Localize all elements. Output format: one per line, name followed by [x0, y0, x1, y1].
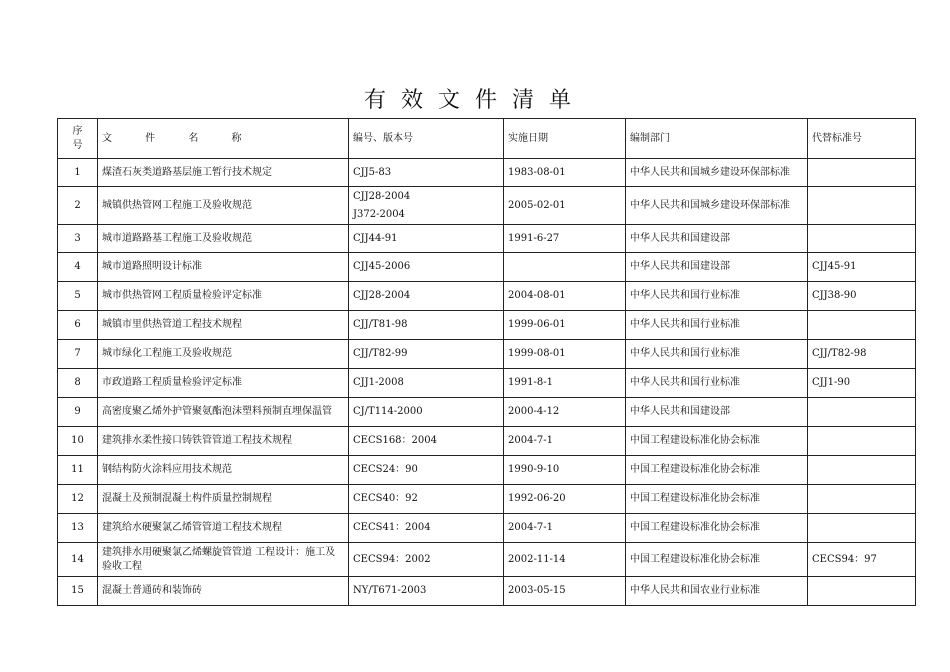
- row-code: CJJ/T81-98: [349, 311, 504, 340]
- row-seq: 14: [58, 543, 98, 577]
- row-name: 城市道路照明设计标准: [98, 253, 349, 282]
- row-replace: [808, 159, 916, 187]
- row-dept: 中华人民共和国城乡建设环保部标准: [626, 187, 808, 225]
- header-name: 文 件 名 称: [98, 119, 349, 159]
- table-row: [58, 577, 916, 606]
- row-date: 1983-08-01: [504, 159, 626, 187]
- row-date: 1991-6-27: [504, 225, 626, 253]
- row-code: [349, 187, 504, 225]
- row-seq: 11: [58, 456, 98, 485]
- header-seq-line-2: 号: [72, 139, 83, 151]
- row-name: 建筑给水硬聚氯乙烯管管道工程技术规程: [98, 514, 349, 543]
- table-row: [58, 225, 916, 253]
- row-date: 2004-7-1: [504, 514, 626, 543]
- row-code: CECS24：90: [349, 456, 504, 485]
- row-date: 1991-8-1: [504, 369, 626, 398]
- row-code: CJJ/T82-99: [349, 340, 504, 369]
- row-code-line-1: CJJ28-2004: [353, 190, 411, 202]
- row-dept: 中华人民共和国建设部: [626, 253, 808, 282]
- row-replace: [808, 514, 916, 543]
- row-name: 城市道路路基工程施工及验收规范: [98, 225, 349, 253]
- row-replace: CECS94：97: [808, 543, 916, 577]
- row-date: 2000-4-12: [504, 398, 626, 427]
- row-dept: 中华人民共和国城乡建设环保部标准: [626, 159, 808, 187]
- row-name: 城市供热管网工程质量检验评定标准: [98, 282, 349, 311]
- row-code: CECS168：2004: [349, 427, 504, 456]
- header-seq: [58, 119, 98, 159]
- row-seq: 1: [58, 159, 98, 187]
- table-row: [58, 187, 916, 225]
- row-replace: CJJ1-90: [808, 369, 916, 398]
- row-replace: [808, 187, 916, 225]
- row-date: 1999-06-01: [504, 311, 626, 340]
- row-replace: [808, 398, 916, 427]
- row-date: [504, 253, 626, 282]
- row-date: 1999-08-01: [504, 340, 626, 369]
- row-replace: [808, 577, 916, 606]
- row-replace: [808, 456, 916, 485]
- row-dept: 中华人民共和国建设部: [626, 225, 808, 253]
- table-row: [58, 514, 916, 543]
- row-code-line-2: J372-2004: [353, 208, 405, 220]
- row-dept: 中国工程建设标准化协会标准: [626, 427, 808, 456]
- table-row: [58, 311, 916, 340]
- row-name: 市政道路工程质量检验评定标准: [98, 369, 349, 398]
- table-row: [58, 253, 916, 282]
- header-date: 实施日期: [504, 119, 626, 159]
- row-date: 2005-02-01: [504, 187, 626, 225]
- row-seq: 8: [58, 369, 98, 398]
- row-replace: [808, 311, 916, 340]
- row-name: 城镇市里供热管道工程技术规程: [98, 311, 349, 340]
- row-date: 2004-7-1: [504, 427, 626, 456]
- row-code: CECS40：92: [349, 485, 504, 514]
- table-row: [58, 543, 916, 577]
- table-row: [58, 159, 916, 187]
- row-name: 混凝土普通砖和装饰砖: [98, 577, 349, 606]
- row-replace: CJJ/T82-98: [808, 340, 916, 369]
- table-row: [58, 485, 916, 514]
- row-date: 1990-9-10: [504, 456, 626, 485]
- header-row: [58, 119, 916, 159]
- row-code: CJ/T114-2000: [349, 398, 504, 427]
- row-date: 2004-08-01: [504, 282, 626, 311]
- row-dept: 中华人民共和国行业标准: [626, 311, 808, 340]
- row-seq: 9: [58, 398, 98, 427]
- row-seq: 12: [58, 485, 98, 514]
- row-replace: [808, 485, 916, 514]
- row-code: CJJ1-2008: [349, 369, 504, 398]
- row-dept: 中国工程建设标准化协会标准: [626, 456, 808, 485]
- row-date: 2002-11-14: [504, 543, 626, 577]
- row-replace: [808, 427, 916, 456]
- row-seq: 13: [58, 514, 98, 543]
- row-code: CJJ5-83: [349, 159, 504, 187]
- row-seq: 7: [58, 340, 98, 369]
- document-title: 有效文件清单: [363, 87, 586, 113]
- table-row: [58, 398, 916, 427]
- header-replace: 代替标准号: [808, 119, 916, 159]
- row-dept: 中国工程建设标准化协会标准: [626, 485, 808, 514]
- row-name: 煤渣石灰类道路基层施工暂行技术规定: [98, 159, 349, 187]
- row-dept: 中国工程建设标准化协会标准: [626, 514, 808, 543]
- table-row: [58, 340, 916, 369]
- header-code: 编号、版本号: [349, 119, 504, 159]
- row-seq: 15: [58, 577, 98, 606]
- row-name: 高密度聚乙烯外护管聚氨酯泡沫塑料预制直埋保温管: [98, 398, 349, 427]
- row-dept: 中华人民共和国农业行业标准: [626, 577, 808, 606]
- row-name: 城镇供热管网工程施工及验收规范: [98, 187, 349, 225]
- header-seq-line-1: 序: [72, 125, 83, 137]
- row-date: 2003-05-15: [504, 577, 626, 606]
- row-seq: 4: [58, 253, 98, 282]
- header-dept: 编制部门: [626, 119, 808, 159]
- row-code: CECS94：2002: [349, 543, 504, 577]
- row-date: 1992-06-20: [504, 485, 626, 514]
- row-name: 建筑排水用硬聚氯乙烯螺旋管管道 工程设计：施工及验收工程: [98, 543, 349, 577]
- row-seq: 10: [58, 427, 98, 456]
- table-row: [58, 427, 916, 456]
- row-replace: CJJ38-90: [808, 282, 916, 311]
- row-dept: 中华人民共和国行业标准: [626, 282, 808, 311]
- row-dept: 中华人民共和国行业标准: [626, 369, 808, 398]
- row-code: CJJ45-2006: [349, 253, 504, 282]
- document-table: [57, 118, 916, 606]
- row-name: 钢结构防火涂料应用技术规范: [98, 456, 349, 485]
- row-code: CJJ28-2004: [349, 282, 504, 311]
- row-seq: 5: [58, 282, 98, 311]
- row-seq: 6: [58, 311, 98, 340]
- row-seq: 3: [58, 225, 98, 253]
- row-replace: [808, 225, 916, 253]
- row-name: 城市绿化工程施工及验收规范: [98, 340, 349, 369]
- table-row: [58, 456, 916, 485]
- row-code: CECS41：2004: [349, 514, 504, 543]
- row-code: NY/T671-2003: [349, 577, 504, 606]
- row-code: CJJ44-91: [349, 225, 504, 253]
- row-name: 混凝土及预制混凝土构件质量控制规程: [98, 485, 349, 514]
- row-seq: 2: [58, 187, 98, 225]
- row-dept: 中华人民共和国行业标准: [626, 340, 808, 369]
- table-row: [58, 369, 916, 398]
- row-dept: 中国工程建设标准化协会标准: [626, 543, 808, 577]
- row-name: 建筑排水柔性接口铸铁管管道工程技术规程: [98, 427, 349, 456]
- row-dept: 中华人民共和国建设部: [626, 398, 808, 427]
- row-replace: CJJ45-91: [808, 253, 916, 282]
- table-row: [58, 282, 916, 311]
